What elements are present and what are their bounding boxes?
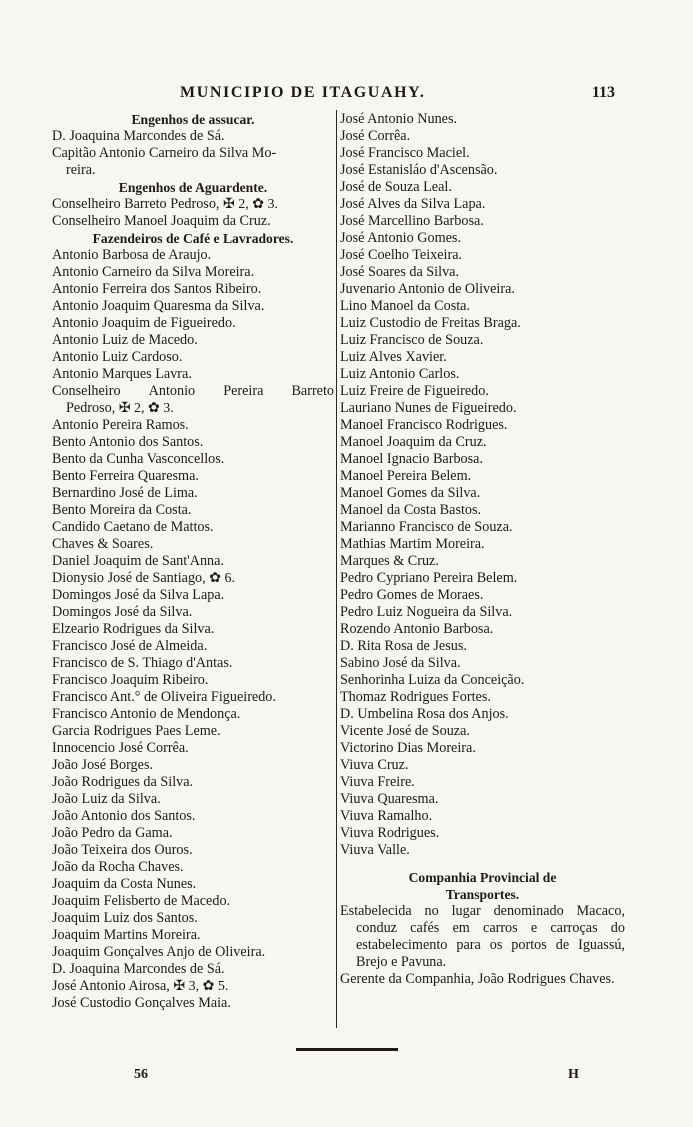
list-item: João José Borges. — [52, 757, 154, 773]
list-item: Antonio Luiz de Macedo. — [52, 332, 198, 348]
decoration-marks: ✠ 2, ✿ 3. — [223, 197, 278, 212]
list-item: Domingos José da Silva. — [52, 604, 193, 620]
entry-name: Dionysio José de Santiago, — [52, 570, 206, 586]
list-item: Manoel Gomes da Silva. — [340, 485, 481, 501]
list-item: José Alves da Silva Lapa. — [340, 196, 486, 212]
list-item: Bento da Cunha Vasconcellos. — [52, 451, 225, 467]
section-heading-coffee-farmers: Fazendeiros de Café e Lavradores. — [92, 231, 294, 246]
list-item: Francisco José de Almeida. — [52, 638, 208, 654]
list-item: Bento Ferreira Quaresma. — [52, 468, 199, 484]
list-item: Manoel Joaquim da Cruz. — [340, 434, 487, 450]
section-heading-brandy-mills: Engenhos de Aguardente. — [118, 180, 268, 195]
list-item: Francisco Ant.° de Oliveira Figueiredo. — [52, 689, 276, 705]
right-column — [340, 111, 625, 988]
footer-rule — [296, 1048, 398, 1051]
list-item: José Antonio Nunes. — [340, 111, 458, 127]
list-item: Chaves & Soares. — [52, 536, 154, 552]
signature-letter: H — [568, 1067, 579, 1082]
list-item: José de Souza Leal. — [340, 179, 452, 195]
list-item: João Luiz da Silva. — [52, 791, 161, 807]
list-item: Antonio Joaquim Quaresma da Silva. — [52, 298, 265, 314]
list-item: D. Joaquina Marcondes de Sá. — [52, 128, 225, 144]
list-item: José Corrêa. — [340, 128, 411, 144]
list-item: D. Rita Rosa de Jesus. — [340, 638, 467, 654]
list-item-continuation — [52, 400, 334, 417]
list-item: Antonio Barbosa de Araujo. — [52, 247, 212, 263]
list-item: Francisco Joaquim Ribeiro. — [52, 672, 209, 688]
list-item: João Pedro da Gama. — [52, 825, 173, 841]
list-item: José Marcellino Barbosa. — [340, 213, 484, 229]
section-heading-transport-company-cont: Transportes. — [445, 887, 520, 902]
list-item: Antonio Carneiro da Silva Moreira. — [52, 264, 255, 280]
entry-name: Pedroso, — [66, 400, 116, 416]
list-item: Joaquim Gonçalves Anjo de Oliveira. — [52, 944, 266, 960]
list-item: Viuva Quaresma. — [340, 791, 439, 807]
list-item: Francisco Antonio de Mendonça. — [52, 706, 241, 722]
list-item: Viuva Rodrigues. — [340, 825, 440, 841]
list-item: José Soares da Silva. — [340, 264, 460, 280]
list-item: Capitão Antonio Carneiro da Silva Mo- — [52, 145, 277, 161]
list-item: Manoel da Costa Bastos. — [340, 502, 482, 518]
list-item: Mathias Martim Moreira. — [340, 536, 485, 552]
list-item — [52, 383, 334, 400]
list-item: Sabino José da Silva. — [340, 655, 461, 671]
list-item: Joaquim da Costa Nunes. — [52, 876, 197, 892]
list-item: Rozendo Antonio Barbosa. — [340, 621, 494, 637]
list-item: Conselheiro Manoel Joaquim da Cruz. — [52, 213, 271, 229]
left-column — [52, 111, 334, 1012]
list-item: Viuva Valle. — [340, 842, 410, 858]
list-item: João Rodrigues da Silva. — [52, 774, 194, 790]
column-divider — [336, 110, 337, 1028]
list-item: Daniel Joaquim de Sant'Anna. — [52, 553, 224, 569]
list-item: Luiz Freire de Figueiredo. — [340, 383, 489, 399]
list-item: Pedro Luiz Nogueira da Silva. — [340, 604, 513, 620]
section-gap — [340, 859, 625, 869]
list-item: Thomaz Rodrigues Fortes. — [340, 689, 491, 705]
list-item: Francisco de S. Thiago d'Antas. — [52, 655, 233, 671]
list-item: Joaquim Luiz dos Santos. — [52, 910, 198, 926]
list-item: Innocencio José Corrêa. — [52, 740, 189, 756]
list-item: Marianno Francisco de Souza. — [340, 519, 513, 535]
list-item: Lauriano Nunes de Figueiredo. — [340, 400, 517, 416]
list-item: Luiz Antonio Carlos. — [340, 366, 460, 382]
list-item: Senhorinha Luiza da Conceição. — [340, 672, 525, 688]
list-item: José Antonio Gomes. — [340, 230, 461, 246]
list-item: Antonio Luiz Cardoso. — [52, 349, 183, 365]
list-item: José Custodio Gonçalves Maia. — [52, 995, 231, 1011]
list-item: Bento Moreira da Costa. — [52, 502, 192, 518]
list-item: Manoel Ignacio Barbosa. — [340, 451, 484, 467]
list-item: Pedro Cypriano Pereira Belem. — [340, 570, 518, 586]
list-item-continuation: reira. — [66, 162, 96, 178]
list-item: José Coelho Teixeira. — [340, 247, 463, 263]
section-heading-sugar-mills: Engenhos de assucar. — [131, 112, 255, 127]
list-item — [52, 978, 334, 995]
word: Conselheiro — [52, 383, 121, 399]
list-item: Victorino Dias Moreira. — [340, 740, 476, 756]
list-item: Viuva Freire. — [340, 774, 415, 790]
list-item: D. Umbelina Rosa dos Anjos. — [340, 706, 509, 722]
entry-name: Conselheiro Barreto Pedroso, — [52, 196, 220, 212]
list-item — [52, 196, 334, 213]
entry-name: José Antonio Airosa, — [52, 978, 170, 994]
list-item: Viuva Ramalho. — [340, 808, 433, 824]
list-item: João Antonio dos Santos. — [52, 808, 196, 824]
section-heading-transport-company: Companhia Provincial de — [408, 870, 557, 885]
word: Pereira — [223, 383, 264, 399]
list-item: José Estanisláo d'Ascensão. — [340, 162, 498, 178]
list-item: Candido Caetano de Mattos. — [52, 519, 214, 535]
list-item: Bernardino José de Lima. — [52, 485, 198, 501]
decoration-marks: ✠ 3, ✿ 5. — [173, 979, 229, 994]
company-manager: Gerente da Companhia, João Rodrigues Chaves. — [340, 971, 615, 987]
list-item: Bento Antonio dos Santos. — [52, 434, 204, 450]
list-item: Manoel Pereira Belem. — [340, 468, 472, 484]
list-item: Antonio Ferreira dos Santos Ribeiro. — [52, 281, 262, 297]
list-item: Marques & Cruz. — [340, 553, 439, 569]
list-item: Antonio Joaquim de Figueiredo. — [52, 315, 236, 331]
list-item: José Francisco Maciel. — [340, 145, 470, 161]
list-item: Viuva Cruz. — [340, 757, 409, 773]
signature-number: 56 — [134, 1067, 148, 1082]
list-item: João da Rocha Chaves. — [52, 859, 184, 875]
list-item: Vicente José de Souza. — [340, 723, 470, 739]
decoration-marks: ✠ 2, ✿ 3. — [118, 401, 174, 416]
word: Barreto — [291, 383, 334, 399]
list-item: João Teixeira dos Ouros. — [52, 842, 193, 858]
list-item: Elzeario Rodrigues da Silva. — [52, 621, 215, 637]
company-description: Estabelecida no lugar denominado Macaco, conduz cafés em carros e carroças do estabelecimento para os portos de Iguassú, Brejo e Pavuna. — [340, 903, 625, 970]
list-item: Luiz Custodio de Freitas Braga. — [340, 315, 521, 331]
list-item: Pedro Gomes de Moraes. — [340, 587, 484, 603]
decoration-marks: ✿ 6. — [209, 571, 235, 586]
page-title: MUNICIPIO DE ITAGUAHY. — [180, 84, 426, 101]
list-item: Luiz Alves Xavier. — [340, 349, 447, 365]
list-item: Domingos José da Silva Lapa. — [52, 587, 225, 603]
list-item: Joaquim Felisberto de Macedo. — [52, 893, 231, 909]
list-item: Juvenario Antonio de Oliveira. — [340, 281, 515, 297]
page-number: 113 — [591, 84, 615, 101]
list-item: Luiz Francisco de Souza. — [340, 332, 484, 348]
list-item: Manoel Francisco Rodrigues. — [340, 417, 508, 433]
list-item: Antonio Pereira Ramos. — [52, 417, 189, 433]
list-item: Lino Manoel da Costa. — [340, 298, 471, 314]
list-item — [52, 570, 334, 587]
list-item: D. Joaquina Marcondes de Sá. — [52, 961, 225, 977]
list-item: Antonio Marques Lavra. — [52, 366, 192, 382]
list-item: Joaquim Martins Moreira. — [52, 927, 201, 943]
list-item: Garcia Rodrigues Paes Leme. — [52, 723, 221, 739]
word: Antonio — [148, 383, 196, 399]
